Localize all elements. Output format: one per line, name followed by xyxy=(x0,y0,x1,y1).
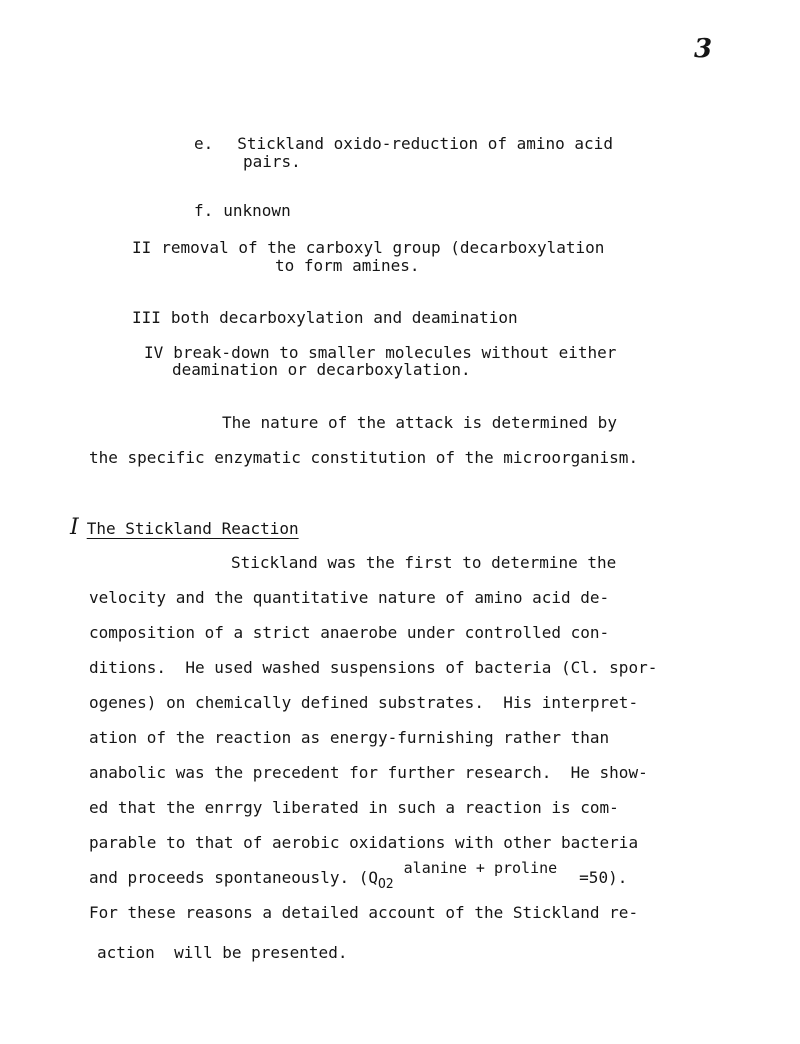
formula-line xyxy=(89,859,628,892)
section-roman-numeral: I xyxy=(70,515,79,540)
outline-item-ii-line2: to form amines. xyxy=(275,256,420,275)
outline-item-iv-line2: deamination or decarboxylation. xyxy=(172,360,471,379)
paragraph-line: ation of the reaction as energy-furnishing rather than xyxy=(89,728,610,747)
outline-text-iv: break-down to smaller molecules without either xyxy=(173,343,617,362)
formula-prefix: and proceeds spontaneously. (Q xyxy=(89,868,378,887)
paragraph-line: Stickland was the first to determine the xyxy=(231,553,617,572)
outline-marker-e: e. xyxy=(194,134,214,153)
paragraph-line: ed that the enrrgy liberated in such a reaction is com- xyxy=(89,798,619,817)
outline-item-e-line2: pairs. xyxy=(243,152,301,171)
outline-item-iii xyxy=(132,308,518,328)
outline-item-ii-line1 xyxy=(132,238,604,258)
paragraph-line: ogenes) on chemically defined substrates. His interpret- xyxy=(89,693,639,712)
outline-marker-iv: IV xyxy=(144,343,164,362)
paragraph-line: composition of a strict anaerobe under controlled con- xyxy=(89,623,610,642)
outline-text-iii: both decarboxylation and deamination xyxy=(170,308,518,327)
section-heading xyxy=(70,515,299,540)
outline-marker-iii: III xyxy=(132,308,161,327)
paragraph-line: the specific enzymatic constitution of the microorganism. xyxy=(89,448,639,467)
paragraph-line: velocity and the quantitative nature of amino acid de- xyxy=(89,588,610,607)
outline-item-e-line1 xyxy=(194,134,613,154)
page-number: 3 xyxy=(694,34,713,64)
section-title: The Stickland Reaction xyxy=(86,519,299,538)
outline-marker-ii: II xyxy=(132,238,152,257)
paragraph-line: action will be presented. xyxy=(97,943,348,962)
paragraph-line: anabolic was the precedent for further research. He show- xyxy=(89,763,648,782)
outline-item-f xyxy=(194,201,291,221)
outline-text-f: unknown xyxy=(223,201,291,220)
formula-superscript: alanine + proline xyxy=(403,859,558,877)
paragraph-line: For these reasons a detailed account of the Stickland re- xyxy=(89,903,639,922)
outline-text-ii: removal of the carboxyl group (decarboxylation xyxy=(161,238,605,257)
paragraph-line: ditions. He used washed suspensions of bacteria (Cl. spor- xyxy=(89,658,658,677)
paragraph-line: The nature of the attack is determined by xyxy=(222,413,617,432)
formula-suffix: =50). xyxy=(579,868,628,887)
formula-subscript: O2 xyxy=(377,877,394,892)
paragraph-line: parable to that of aerobic oxidations with other bacteria xyxy=(89,833,639,852)
outline-text-e: Stickland oxido-reduction of amino acid xyxy=(237,134,613,153)
outline-marker-f: f. xyxy=(194,201,214,220)
